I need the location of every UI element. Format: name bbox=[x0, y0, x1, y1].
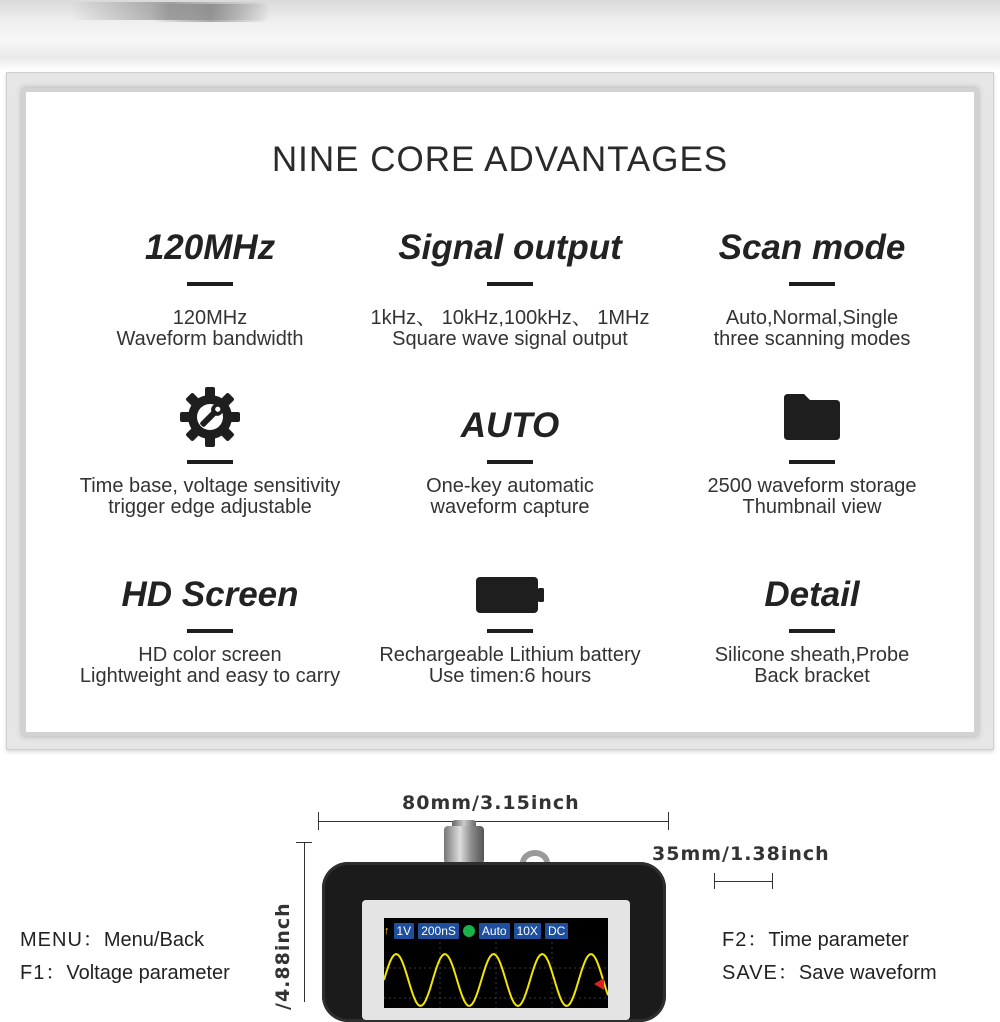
legend-label: Voltage parameter bbox=[66, 962, 230, 984]
desc-line-1: 2500 waveform storage bbox=[707, 475, 917, 497]
legend-key: SAVE： bbox=[722, 962, 799, 984]
advantage-scan-mode bbox=[652, 226, 972, 350]
page-title: NINE CORE ADVANTAGES bbox=[271, 140, 729, 179]
height-dimension-label: /4.88inch bbox=[272, 902, 294, 1010]
legend-label: Save waveform bbox=[798, 962, 937, 984]
legend-label: Time parameter bbox=[768, 929, 909, 951]
advantage-signal-output bbox=[350, 226, 670, 350]
advantage-desc bbox=[350, 645, 670, 687]
advantage-hd-screen bbox=[50, 573, 370, 687]
desc-line-1: One-key automatic bbox=[426, 475, 594, 497]
trigger-edge-icon: ↑ bbox=[384, 925, 390, 937]
divider-bar bbox=[187, 629, 233, 633]
desc-line-2: Thumbnail view bbox=[742, 496, 882, 518]
advantage-desc bbox=[350, 476, 670, 518]
desc-line-2: waveform capture bbox=[430, 496, 590, 518]
legend-key: F1： bbox=[20, 962, 67, 984]
dimension-tick bbox=[318, 812, 319, 830]
gear-wrench-icon bbox=[50, 386, 370, 448]
desc-line-2: Use timen:6 hours bbox=[428, 665, 592, 687]
divider-bar bbox=[187, 282, 233, 286]
coupling: DC bbox=[545, 923, 568, 939]
advantage-detail bbox=[652, 573, 972, 687]
desc-line-2: trigger edge adjustable bbox=[108, 496, 312, 518]
advantage-storage bbox=[652, 386, 972, 518]
divider-bar bbox=[487, 460, 533, 464]
depth-dimension-label: 35mm/1.38inch bbox=[652, 843, 830, 865]
advantage-heading: HD Screen bbox=[121, 575, 299, 614]
advantage-desc bbox=[50, 645, 370, 687]
divider-bar bbox=[789, 460, 835, 464]
divider-bar bbox=[187, 460, 233, 464]
desc-line-2: Waveform bandwidth bbox=[116, 328, 304, 350]
save-button-legend bbox=[722, 956, 937, 985]
advantage-desc bbox=[652, 308, 972, 350]
advantage-auto bbox=[350, 404, 670, 518]
desc-line-1: Time base, voltage sensitivity bbox=[79, 475, 341, 497]
desc-line-1: HD color screen bbox=[138, 644, 282, 666]
dimension-tick bbox=[714, 873, 715, 889]
legend-key: MENU： bbox=[20, 929, 104, 951]
probe-factor: 10X bbox=[514, 923, 541, 939]
legend-key: F2： bbox=[722, 929, 769, 951]
desc-line-2: Lightweight and easy to carry bbox=[79, 665, 341, 687]
desc-line-1: 120MHz bbox=[172, 307, 248, 329]
dimension-tick bbox=[772, 873, 773, 889]
advantage-adjustable bbox=[50, 386, 370, 518]
height-dimension-line bbox=[304, 842, 305, 1002]
advantage-heading: Signal output bbox=[398, 228, 622, 267]
desc-line-2: Back bracket bbox=[754, 665, 870, 687]
divider-bar bbox=[789, 629, 835, 633]
advantage-battery bbox=[350, 565, 670, 687]
advantage-bandwidth bbox=[50, 226, 370, 350]
desc-line-1: Auto,Normal,Single bbox=[725, 307, 899, 329]
advantage-heading: 120MHz bbox=[144, 228, 276, 267]
timebase: 200nS bbox=[418, 923, 459, 939]
desc-line-2: three scanning modes bbox=[713, 328, 911, 350]
f2-button-legend bbox=[722, 923, 909, 952]
legend-label: Menu/Back bbox=[103, 929, 204, 951]
folder-icon bbox=[652, 386, 972, 448]
desc-line-2: Square wave signal output bbox=[392, 328, 628, 350]
top-decorative-band bbox=[0, 0, 1000, 70]
desc-line-1: Silicone sheath,Probe bbox=[714, 644, 910, 666]
run-state-icon bbox=[463, 925, 475, 937]
divider-bar bbox=[789, 282, 835, 286]
depth-dimension-line bbox=[714, 881, 772, 882]
divider-bar bbox=[487, 282, 533, 286]
bnc-connector bbox=[444, 826, 484, 864]
advantage-desc bbox=[50, 476, 370, 518]
trigger-mode: Auto bbox=[479, 923, 510, 939]
desc-line-1: Rechargeable Lithium battery bbox=[379, 644, 641, 666]
trigger-level-marker bbox=[594, 978, 604, 990]
screen-status-bar bbox=[384, 920, 608, 942]
advantage-heading: Detail bbox=[764, 575, 860, 614]
divider-bar bbox=[487, 629, 533, 633]
advantage-desc bbox=[350, 308, 670, 350]
band-streak bbox=[150, 4, 270, 22]
width-dimension-label: 80mm/3.15inch bbox=[402, 792, 580, 814]
width-dimension-line bbox=[318, 821, 668, 822]
battery-icon bbox=[350, 565, 670, 625]
f1-button-legend bbox=[20, 956, 230, 985]
menu-button-legend bbox=[20, 923, 204, 952]
volts-per-div: 1V bbox=[394, 923, 415, 939]
desc-line-1: 1kHz、 10kHz,100kHz、 1MHz bbox=[370, 307, 650, 329]
dimension-tick bbox=[668, 812, 669, 830]
advantage-desc bbox=[652, 476, 972, 518]
advantage-desc bbox=[50, 308, 370, 350]
advantage-desc bbox=[652, 645, 972, 687]
advantage-heading: Scan mode bbox=[718, 228, 906, 267]
dimension-tick bbox=[296, 842, 312, 843]
advantage-heading: AUTO bbox=[460, 406, 560, 445]
